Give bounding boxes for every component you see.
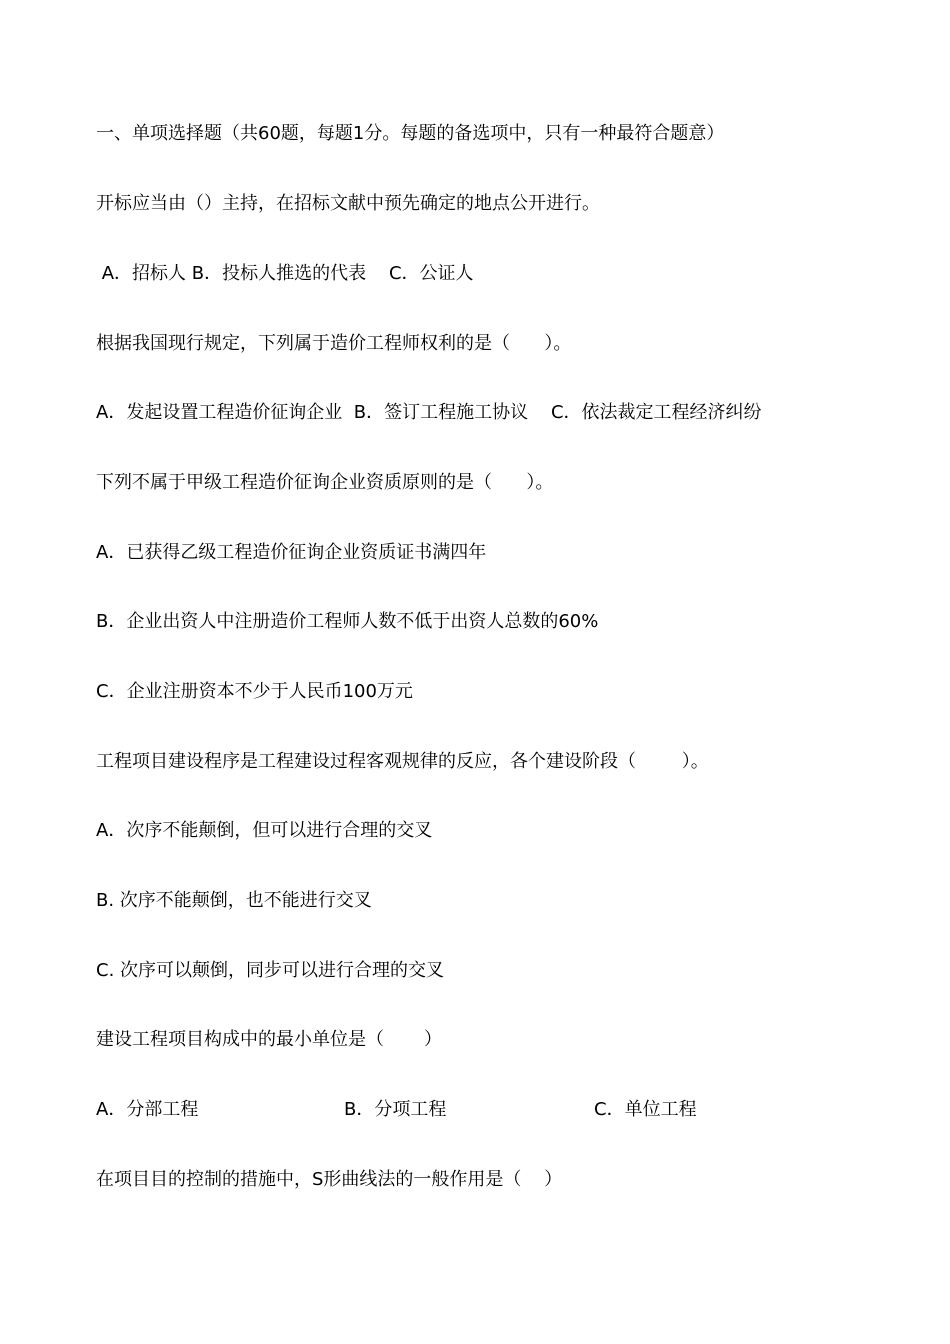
question-3-option-a: A．已获得乙级工程造价征询企业资质证书满四年	[96, 542, 487, 563]
question-5-stem: 建设工程项目构成中的最小单位是（ ）	[96, 1029, 443, 1050]
question-3-stem: 下列不属于甲级工程造价征询企业资质原则的是（ ）。	[96, 472, 554, 493]
question-5-option-b: B．分项工程	[344, 1099, 447, 1120]
question-4-option-a: A．次序不能颠倒，但可以进行合理的交叉	[96, 820, 433, 841]
question-3-option-c: C．企业注册资本不少于人民币100万元	[96, 681, 413, 702]
question-5-option-c: C．单位工程	[594, 1099, 697, 1120]
question-4-stem: 工程项目建设程序是工程建设过程客观规律的反应，各个建设阶段（ ）。	[96, 751, 709, 772]
question-2-options: A．发起设置工程造价征询企业 B．签订工程施工协议 C．依法裁定工程经济纠纷	[96, 402, 762, 423]
question-4-option-c: C. 次序可以颠倒，同步可以进行合理的交叉	[96, 960, 445, 981]
question-6-stem: 在项目目的控制的措施中，S形曲线法的一般作用是（ ）	[96, 1169, 563, 1190]
question-5-option-a: A．分部工程	[96, 1099, 199, 1120]
question-1-stem: 开标应当由（）主持，在招标文献中预先确定的地点公开进行。	[96, 193, 600, 214]
question-3-option-b: B．企业出资人中注册造价工程师人数不低于出资人总数的60%	[96, 611, 599, 632]
question-1-options: A．招标人 B．投标人推选的代表 C．公证人	[96, 263, 474, 284]
question-4-option-b: B. 次序不能颠倒，也不能进行交叉	[96, 890, 372, 911]
question-2-stem: 根据我国现行规定，下列属于造价工程师权利的是（ ）。	[96, 333, 572, 354]
section-heading: 一、单项选择题（共60题，每题1分。每题的备选项中，只有一种最符合题意）	[96, 123, 725, 144]
